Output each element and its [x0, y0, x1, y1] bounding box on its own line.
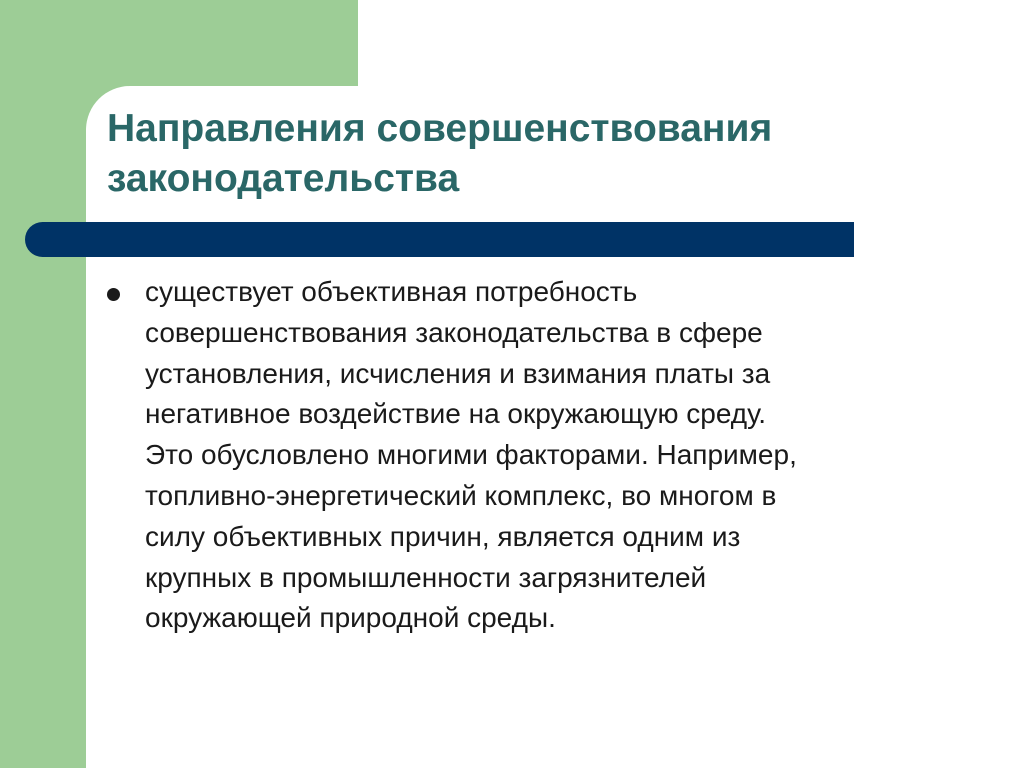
bullet-icon — [107, 288, 120, 301]
title-divider-bar — [25, 222, 854, 257]
slide-title: Направления совершенствования законодательства — [107, 107, 773, 200]
bullet-list — [100, 272, 980, 639]
bullet-item — [100, 272, 980, 639]
bullet-text: существует объективная потребность совершенствования законодательства в сфере установления, исчисления и взимания платы за негативное воздействие на окружающую среду. Это обусловлено многими факторами. Например, топливно-энергетический комплекс, во многом в силу объективных причин, является одним из крупных в промышленности загрязнителей окружающей природной среды. — [145, 276, 797, 634]
